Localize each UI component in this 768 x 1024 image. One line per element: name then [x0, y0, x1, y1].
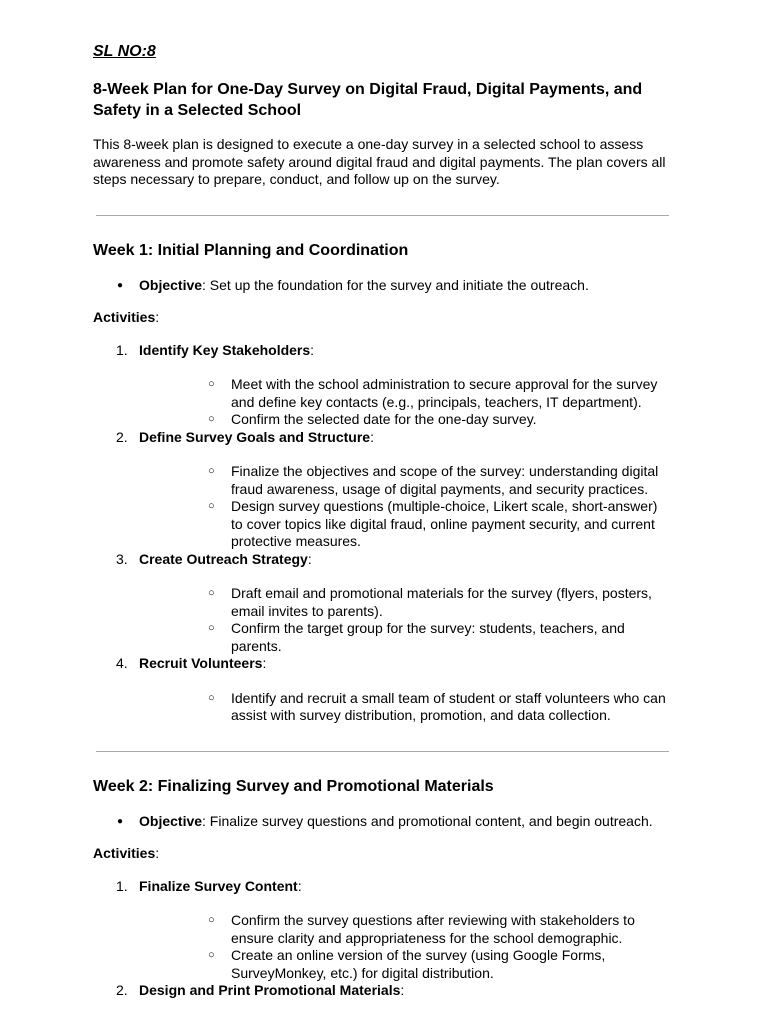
- step-item: 1. Identify Key Stakeholders: ○ Meet with the school administration to secure approval for the survey and define key contacts (e.g., principals, teachers, IT department). ○ Confirm the selected date for the one-day survey.: [93, 342, 672, 429]
- objective-label: Objective: [139, 276, 203, 293]
- step-item: 2. Define Survey Goals and Structure: ○ Finalize the objectives and scope of the survey: understanding digital fraud awareness, usage of digital payments, and security practices. ○ Design survey questions (multiple-choice, Likert scale, short-answer) to cover topics like digital fraud, online payment security, and current protective measures.: [93, 429, 672, 551]
- step-number: 4.: [116, 655, 128, 671]
- step-sub-list: [139, 690, 672, 725]
- week-2-objective: [93, 813, 672, 831]
- step-title: Design and Print Promotional Materials: [139, 982, 401, 998]
- sub-item: ○ Finalize the objectives and scope of the survey: understanding digital fraud awareness, usage of digital payments, and security practices.: [139, 463, 672, 498]
- step-sub-list: [139, 585, 672, 655]
- step-title: Identify Key Stakeholders: [139, 341, 311, 358]
- step-item: 1. Finalize Survey Content: ○ Confirm the survey questions after reviewing with stakeholders to ensure clarity and appropriateness for the school demographic. ○ Create an online version of the survey (using Google Forms, SurveyMonkey, etc.) for digital distribution.: [93, 878, 672, 983]
- week-1-heading: Week 1: Initial Planning and Coordination: [93, 241, 409, 259]
- week-2-steps: [93, 878, 672, 1000]
- week-1-objective: [93, 277, 672, 295]
- step-number: 2.: [116, 428, 128, 445]
- step-sub-list: [139, 376, 672, 429]
- sub-item: ○ Meet with the school administration to secure approval for the survey and define key contacts (e.g., principals, teachers, IT department).: [139, 376, 672, 411]
- step-item: 3. Create Outreach Strategy: ○ Draft email and promotional materials for the survey (flyers, posters, email invites to parents). ○ Confirm the target group for the survey: students, teachers, and parents.: [93, 551, 672, 656]
- serial-number: SL NO:8: [93, 43, 156, 60]
- objective-text: : Finalize survey questions and promotional content, and begin outreach.: [202, 812, 653, 829]
- step-title: Create Outreach Strategy: [139, 550, 308, 567]
- sub-item: ○ Design survey questions (multiple-choice, Likert scale, short-answer) to cover topics like digital fraud, online payment security, and current protective measures.: [139, 498, 672, 551]
- week-1-activities-label: Activities:: [93, 309, 160, 325]
- step-sub-list: [139, 463, 672, 551]
- step-number: 1.: [116, 341, 128, 358]
- step-item: 4. Recruit Volunteers: ○ Identify and recruit a small team of student or staff volunteers who can assist with survey distribution, promotion, and data collection.: [93, 655, 672, 725]
- step-sub-list: [139, 912, 672, 982]
- step-item: 2. Design and Print Promotional Materials:: [116, 982, 405, 998]
- objective-text: : Set up the foundation for the survey and initiate the outreach.: [202, 276, 589, 293]
- week-2-objective-list: [93, 813, 672, 831]
- step-title: Define Survey Goals and Structure: [139, 428, 371, 445]
- step-number: 3.: [116, 550, 128, 567]
- step-title: Recruit Volunteers: [139, 655, 263, 671]
- sub-item: ○ Confirm the survey questions after reviewing with stakeholders to ensure clarity and appropriateness for the school demographic.: [139, 912, 672, 947]
- week-2-activities-label: Activities:: [93, 845, 160, 861]
- document-title: 8-Week Plan for One-Day Survey on Digital Fraud, Digital Payments, and Safety in a Selected School: [93, 81, 643, 119]
- sub-item: ○ Create an online version of the survey (using Google Forms, SurveyMonkey, etc.) for digital distribution.: [139, 947, 672, 982]
- week-2-heading: Week 2: Finalizing Survey and Promotional Materials: [93, 777, 494, 795]
- intro-paragraph: This 8-week plan is designed to execute a one-day survey in a selected school to assess awareness and promote safety around digital fraud and digital payments. The plan covers all steps necessary to prepare, conduct, and follow up on the survey.: [93, 136, 666, 187]
- sub-item: ○ Draft email and promotional materials for the survey (flyers, posters, email invites to parents).: [139, 585, 672, 620]
- step-title: Finalize Survey Content: [139, 877, 298, 894]
- sub-item: ○ Confirm the selected date for the one-day survey.: [139, 411, 672, 429]
- week-2-section: [93, 777, 672, 1000]
- sub-item: ○ Identify and recruit a small team of student or staff volunteers who can assist with survey distribution, promotion, and data collection.: [139, 690, 672, 725]
- week-1-objective-list: [93, 277, 672, 295]
- step-number: 1.: [116, 877, 128, 894]
- sub-item: ○ Confirm the target group for the survey: students, teachers, and parents.: [139, 620, 672, 655]
- step-number: 2.: [116, 982, 128, 998]
- week-1-steps: [93, 342, 672, 725]
- week-1-section: [93, 241, 672, 725]
- section-divider: [96, 215, 669, 216]
- section-divider: [96, 751, 669, 752]
- objective-label: Objective: [139, 812, 203, 829]
